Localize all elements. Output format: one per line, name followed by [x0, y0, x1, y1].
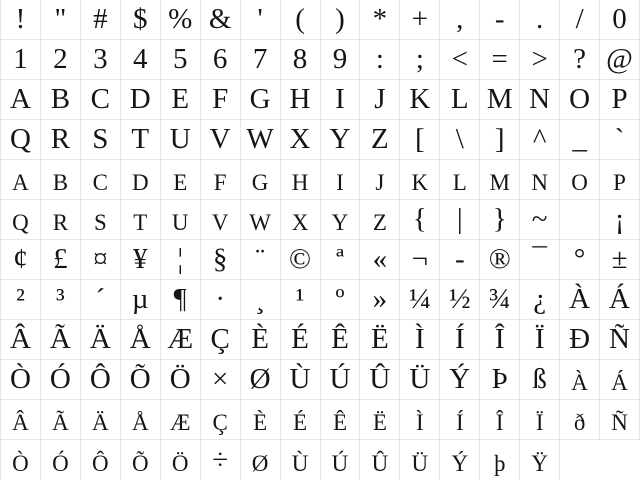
glyph-cell: $: [121, 0, 161, 40]
glyph-cell: S: [81, 200, 121, 240]
glyph-cell: !: [1, 0, 41, 40]
glyph-cell: Ð: [560, 320, 600, 360]
glyph-cell: Ý: [440, 360, 480, 400]
glyph-cell: >: [520, 40, 560, 80]
glyph-cell: ": [41, 0, 81, 40]
glyph-cell: Ï: [520, 320, 560, 360]
glyph-cell: ]: [480, 120, 520, 160]
glyph-cell: F: [201, 80, 241, 120]
glyph-cell: ¨: [241, 240, 281, 280]
glyph-cell: J: [360, 160, 400, 200]
glyph-cell: M: [480, 160, 520, 200]
glyph-cell: ·: [201, 280, 241, 320]
glyph-cell: Ø: [241, 360, 281, 400]
glyph-cell: V: [201, 200, 241, 240]
glyph-cell: Ä: [81, 400, 121, 440]
glyph-cell: £: [41, 240, 81, 280]
glyph-cell: Ÿ: [520, 440, 560, 480]
glyph-cell: B: [41, 80, 81, 120]
glyph-cell: T: [121, 200, 161, 240]
glyph-cell: Y: [321, 120, 361, 160]
glyph-cell: À: [560, 280, 600, 320]
glyph-cell: #: [81, 0, 121, 40]
glyph-cell: ¤: [81, 240, 121, 280]
glyph-cell: Ó: [41, 360, 81, 400]
glyph-cell: µ: [121, 280, 161, 320]
glyph-cell: Å: [121, 400, 161, 440]
glyph-cell: F: [201, 160, 241, 200]
glyph-cell: ð: [560, 400, 600, 440]
glyph-cell: ´: [81, 280, 121, 320]
glyph-cell: Ü: [400, 360, 440, 400]
glyph-cell: 9: [321, 40, 361, 80]
glyph-cell: ª: [321, 240, 361, 280]
glyph-cell: Î: [480, 320, 520, 360]
glyph-cell: Õ: [121, 360, 161, 400]
glyph-cell: -: [440, 240, 480, 280]
glyph-cell: ¾: [480, 280, 520, 320]
glyph-cell: ®: [480, 240, 520, 280]
glyph-cell: C: [81, 160, 121, 200]
glyph-cell: ¿: [520, 280, 560, 320]
glyph-cell: Ï: [520, 400, 560, 440]
glyph-cell: Û: [360, 440, 400, 480]
glyph-cell: O: [560, 80, 600, 120]
glyph-cell: Q: [1, 120, 41, 160]
glyph-cell: *: [360, 0, 400, 40]
glyph-cell: Z: [360, 200, 400, 240]
glyph-cell: Ô: [81, 440, 121, 480]
glyph-cell: -: [480, 0, 520, 40]
empty-glyph-cell: [560, 200, 600, 240]
glyph-cell: 3: [81, 40, 121, 80]
glyph-cell: S: [81, 120, 121, 160]
glyph-cell: G: [241, 80, 281, 120]
glyph-cell: 1: [1, 40, 41, 80]
glyph-cell: H: [281, 160, 321, 200]
glyph-cell: Ê: [321, 320, 361, 360]
glyph-cell: ©: [281, 240, 321, 280]
glyph-cell: A: [1, 160, 41, 200]
glyph-cell: E: [161, 160, 201, 200]
glyph-cell: X: [281, 200, 321, 240]
glyph-cell: Â: [1, 400, 41, 440]
glyph-cell: K: [400, 80, 440, 120]
glyph-cell: D: [121, 160, 161, 200]
glyph-cell: Æ: [161, 320, 201, 360]
glyph-cell: Ü: [400, 440, 440, 480]
glyph-cell: Ú: [321, 440, 361, 480]
glyph-cell: }: [480, 200, 520, 240]
glyph-cell: ¦: [161, 240, 201, 280]
glyph-cell: Ñ: [600, 320, 640, 360]
glyph-cell: .: [520, 0, 560, 40]
glyph-cell: U: [161, 120, 201, 160]
glyph-cell: =: [480, 40, 520, 80]
glyph-cell: R: [41, 200, 81, 240]
glyph-cell: ¥: [121, 240, 161, 280]
glyph-cell: ¼: [400, 280, 440, 320]
glyph-cell: Ö: [161, 440, 201, 480]
glyph-cell: 4: [121, 40, 161, 80]
glyph-cell: _: [560, 120, 600, 160]
glyph-cell: º: [321, 280, 361, 320]
glyph-cell: Ñ: [600, 400, 640, 440]
glyph-cell: ¢: [1, 240, 41, 280]
glyph-cell: ß: [520, 360, 560, 400]
glyph-cell: ^: [520, 120, 560, 160]
glyph-cell: Î: [480, 400, 520, 440]
glyph-cell: P: [600, 160, 640, 200]
glyph-cell: Ó: [41, 440, 81, 480]
glyph-cell: ÷: [201, 440, 241, 480]
glyph-cell: Ì: [400, 400, 440, 440]
glyph-cell: (: [281, 0, 321, 40]
glyph-cell: L: [440, 160, 480, 200]
glyph-cell: @: [600, 40, 640, 80]
glyph-cell: T: [121, 120, 161, 160]
glyph-cell: O: [560, 160, 600, 200]
glyph-cell: W: [241, 200, 281, 240]
glyph-cell: E: [161, 80, 201, 120]
glyph-cell: Ì: [400, 320, 440, 360]
glyph-cell: |: [440, 200, 480, 240]
glyph-cell: Á: [600, 280, 640, 320]
glyph-cell: Í: [440, 320, 480, 360]
glyph-cell: ½: [440, 280, 480, 320]
glyph-cell: ;: [400, 40, 440, 80]
glyph-cell: Ô: [81, 360, 121, 400]
glyph-cell: Y: [321, 200, 361, 240]
glyph-cell: «: [360, 240, 400, 280]
glyph-cell: J: [360, 80, 400, 120]
glyph-cell: ¡: [600, 200, 640, 240]
glyph-cell: Ý: [440, 440, 480, 480]
glyph-cell: L: [440, 80, 480, 120]
glyph-cell: È: [241, 400, 281, 440]
glyph-cell: Ä: [81, 320, 121, 360]
glyph-cell: ?: [560, 40, 600, 80]
glyph-cell: U: [161, 200, 201, 240]
glyph-cell: Ê: [321, 400, 361, 440]
glyph-cell: Í: [440, 400, 480, 440]
glyph-cell: §: [201, 240, 241, 280]
glyph-cell: É: [281, 320, 321, 360]
glyph-cell: +: [400, 0, 440, 40]
glyph-cell: :: [360, 40, 400, 80]
glyph-cell: A: [1, 80, 41, 120]
glyph-cell: Ò: [1, 440, 41, 480]
glyph-cell: G: [241, 160, 281, 200]
glyph-cell: Ö: [161, 360, 201, 400]
glyph-cell: 7: [241, 40, 281, 80]
glyph-cell: P: [600, 80, 640, 120]
glyph-cell: \: [440, 120, 480, 160]
glyph-cell: ¶: [161, 280, 201, 320]
glyph-cell: V: [201, 120, 241, 160]
glyph-cell: ¯: [520, 240, 560, 280]
glyph-cell: <: [440, 40, 480, 80]
glyph-cell: 6: [201, 40, 241, 80]
glyph-cell: Ù: [281, 360, 321, 400]
glyph-cell: {: [400, 200, 440, 240]
empty-glyph-cell: [560, 440, 600, 480]
glyph-cell: N: [520, 160, 560, 200]
glyph-cell: 8: [281, 40, 321, 80]
glyph-cell: Ò: [1, 360, 41, 400]
glyph-cell: ²: [1, 280, 41, 320]
glyph-cell: Ç: [201, 400, 241, 440]
glyph-cell: W: [241, 120, 281, 160]
glyph-cell: Q: [1, 200, 41, 240]
glyph-cell: É: [281, 400, 321, 440]
glyph-cell: H: [281, 80, 321, 120]
glyph-cell: Å: [121, 320, 161, 360]
glyph-cell: B: [41, 160, 81, 200]
glyph-cell: ³: [41, 280, 81, 320]
glyph-cell: 0: [600, 0, 640, 40]
glyph-cell: Ù: [281, 440, 321, 480]
glyph-cell: Z: [360, 120, 400, 160]
glyph-cell: Ø: [241, 440, 281, 480]
glyph-cell: Õ: [121, 440, 161, 480]
glyph-cell: [: [400, 120, 440, 160]
glyph-cell: Ë: [360, 400, 400, 440]
empty-glyph-cell: [600, 440, 640, 480]
glyph-cell: ¹: [281, 280, 321, 320]
glyph-cell: ': [241, 0, 281, 40]
glyph-cell: °: [560, 240, 600, 280]
glyph-cell: Û: [360, 360, 400, 400]
glyph-cell: M: [480, 80, 520, 120]
glyph-cell: N: [520, 80, 560, 120]
glyph-cell: Ã: [41, 320, 81, 360]
glyph-cell: I: [321, 80, 361, 120]
glyph-cell: Æ: [161, 400, 201, 440]
glyph-cell: D: [121, 80, 161, 120]
glyph-cell: 2: [41, 40, 81, 80]
glyph-cell: Â: [1, 320, 41, 360]
glyph-cell: Ú: [321, 360, 361, 400]
glyph-cell: X: [281, 120, 321, 160]
glyph-cell: 5: [161, 40, 201, 80]
glyph-cell: Ã: [41, 400, 81, 440]
glyph-cell: ¬: [400, 240, 440, 280]
glyph-cell: Ë: [360, 320, 400, 360]
glyph-cell: ~: [520, 200, 560, 240]
glyph-cell: `: [600, 120, 640, 160]
glyph-cell: R: [41, 120, 81, 160]
glyph-cell: ): [321, 0, 361, 40]
glyph-cell: %: [161, 0, 201, 40]
glyph-cell: È: [241, 320, 281, 360]
glyph-cell: Þ: [480, 360, 520, 400]
glyph-cell: Á: [600, 360, 640, 400]
glyph-cell: ,: [440, 0, 480, 40]
glyph-cell: Ç: [201, 320, 241, 360]
glyph-cell: þ: [480, 440, 520, 480]
glyph-cell: ±: [600, 240, 640, 280]
glyph-cell: K: [400, 160, 440, 200]
glyph-cell: ¸: [241, 280, 281, 320]
glyph-cell: À: [560, 360, 600, 400]
glyph-cell: ×: [201, 360, 241, 400]
glyph-cell: &: [201, 0, 241, 40]
glyph-cell: »: [360, 280, 400, 320]
glyph-cell: I: [321, 160, 361, 200]
glyph-cell: /: [560, 0, 600, 40]
glyph-cell: C: [81, 80, 121, 120]
